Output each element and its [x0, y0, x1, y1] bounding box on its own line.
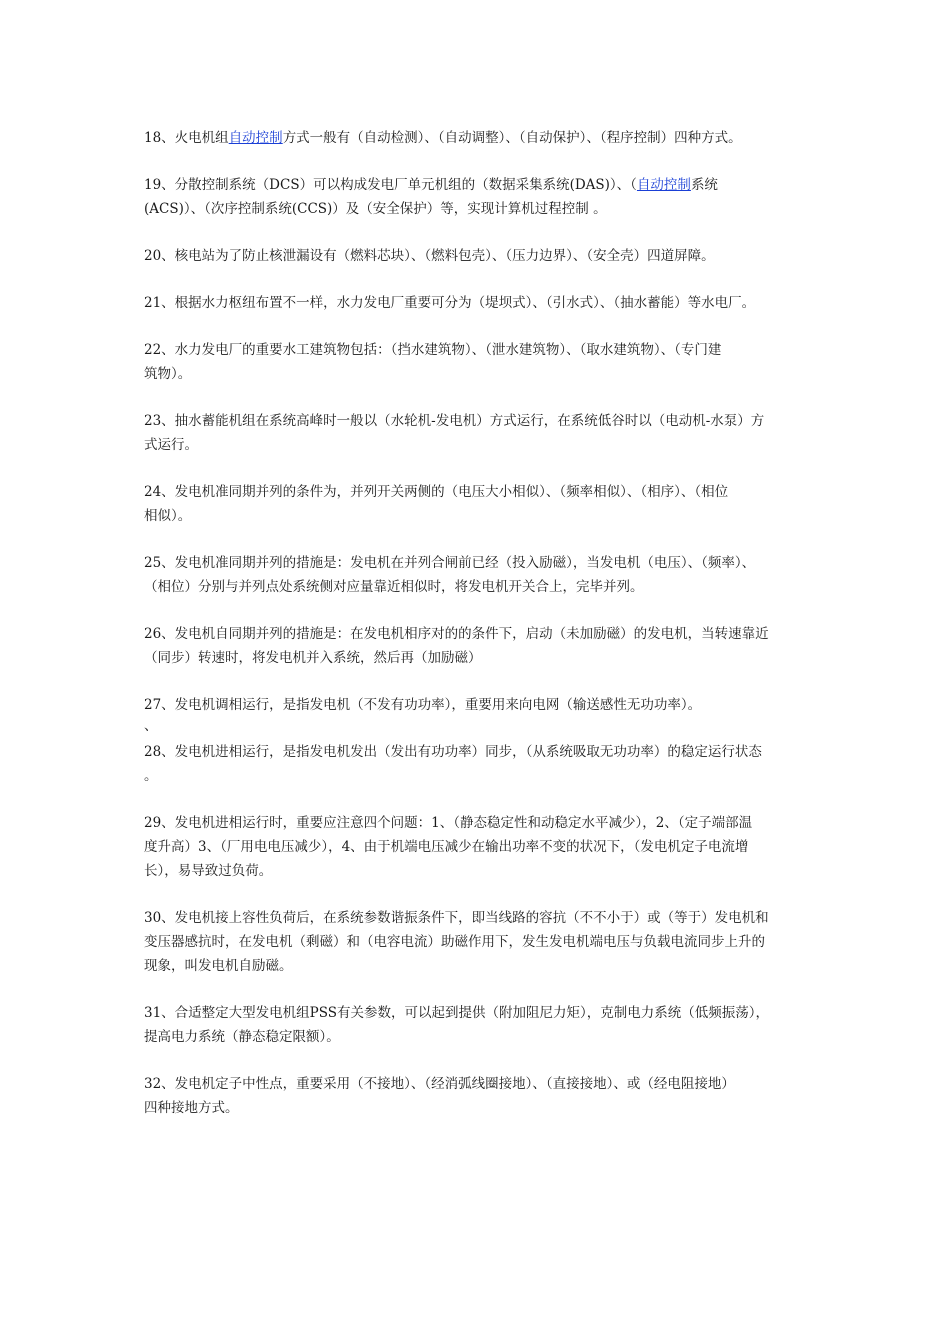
question-paragraph: [144, 291, 816, 315]
paragraph-line: [144, 244, 816, 268]
paragraph-line: [144, 197, 816, 221]
text-run: 23、抽水蓄能机组在系统高峰时一般以（水轮机-发电机）方式运行，在系统低谷时以（电动机-水泵）方: [144, 413, 765, 429]
text-run: 系统: [690, 177, 718, 193]
text-run: 18、火电机组: [144, 130, 229, 146]
question-paragraph: [144, 622, 816, 670]
paragraph-line: [144, 693, 816, 717]
text-run: 24、发电机准同期并列的条件为，并列开关两侧的（电压大小相似）、（频率相似）、（相序）、（相位: [144, 484, 729, 500]
question-paragraph: [144, 173, 816, 221]
paragraph-line: [144, 291, 816, 315]
text-run: 27、发电机调相运行，是指发电机（不发有功功率），重要用来向电网（输送感性无功功率）。: [144, 697, 702, 713]
text-run: （相位）分别与并列点处系统侧对应量靠近相似时，将发电机开关合上，完毕并列。: [144, 579, 644, 595]
paragraph-line: [144, 1072, 816, 1096]
text-run: 。: [144, 768, 158, 784]
text-run: 长），易导致过负荷。: [144, 863, 273, 879]
question-paragraph: [144, 693, 816, 717]
text-run: 28、发电机进相运行，是指发电机发出（发出有功功率）同步，（从系统吸取无功功率）的稳定运行状态: [144, 744, 762, 760]
text-run: 29、发电机进相运行时，重要应注意四个问题：1、（静态稳定性和动稳定水平减少），2、（定子端部温: [144, 815, 753, 831]
paragraph-line: [144, 409, 816, 433]
keyword-link[interactable]: 自动控制: [636, 177, 691, 193]
question-paragraph: [144, 906, 816, 978]
paragraph-line: [144, 551, 816, 575]
text-run: 21、根据水力枢纽布置不一样，水力发电厂重要可分为（堤坝式）、（引水式）、（抽水蓄能）等水电厂。: [144, 295, 756, 311]
text-run: （同步）转速时，将发电机并入系统，然后再（加励磁）: [144, 650, 482, 666]
question-paragraph: [144, 338, 816, 386]
question-paragraph: [144, 480, 816, 528]
keyword-link[interactable]: 自动控制: [228, 130, 283, 146]
text-run: 30、发电机接上容性负荷后，在系统参数谐振条件下，即当线路的容抗（不不小于）或（等于）发电机和: [144, 910, 769, 926]
question-paragraph: [144, 409, 816, 457]
paragraph-line: [144, 740, 816, 764]
question-paragraph: [144, 126, 816, 150]
text-run: 四种接地方式。: [144, 1100, 239, 1116]
paragraph-line: [144, 1001, 816, 1025]
paragraph-line: [144, 954, 816, 978]
text-run: 31、合适整定大型发电机组PSS有关参数，可以起到提供（附加阻尼力矩），克制电力系统（低频振荡），: [144, 1005, 770, 1021]
stray-mark: 、: [144, 718, 158, 734]
text-run: 26、发电机自同期并列的措施是：在发电机相序对的的条件下，启动（未加励磁）的发电机，当转速靠近: [144, 626, 769, 642]
paragraph-line: [144, 126, 816, 150]
paragraph-line: [144, 1096, 816, 1120]
paragraph-line: [144, 646, 816, 670]
text-run: 22、水力发电厂的重要水工建筑物包括：（挡水建筑物）、（泄水建筑物）、（取水建筑物）、（专门建: [144, 342, 722, 358]
paragraph-line: [144, 859, 816, 883]
question-paragraph: [144, 551, 816, 599]
paragraph-line: [144, 930, 816, 954]
text-run: 现象，叫发电机自励磁。: [144, 958, 293, 974]
paragraph-line: [144, 433, 816, 457]
question-paragraph: [144, 1072, 816, 1120]
paragraph-line: [144, 575, 816, 599]
text-run: 方式一般有（自动检测）、（自动调整）、（自动保护）、（程序控制）四种方式。: [282, 130, 742, 146]
question-paragraph: [144, 811, 816, 883]
paragraph-line: [144, 1025, 816, 1049]
paragraph-line: [144, 811, 816, 835]
text-run: 相似）。: [144, 508, 192, 524]
text-run: 提高电力系统（静态稳定限额）。: [144, 1029, 340, 1045]
text-run: 19、分散控制系统（DCS）可以构成发电厂单元机组的（数据采集系统(DAS)）、（: [144, 177, 637, 193]
paragraph-line: [144, 173, 816, 197]
paragraph-line: [144, 338, 816, 362]
text-run: 筑物）。: [144, 366, 192, 382]
text-run: 25、发电机准同期并列的措施是：发电机在并列合闸前已经（投入励磁），当发电机（电压）、（频率）、: [144, 555, 756, 571]
paragraph-line: [144, 835, 816, 859]
paragraph-line: [144, 504, 816, 528]
question-paragraph: [144, 244, 816, 268]
paragraph-line: [144, 362, 816, 386]
document-body: [144, 126, 816, 1143]
text-run: (ACS)）、（次序控制系统(CCS)）及（安全保护）等，实现计算机过程控制 。: [144, 201, 607, 217]
paragraph-line: [144, 622, 816, 646]
paragraph-line: [144, 480, 816, 504]
text-run: 32、发电机定子中性点，重要采用（不接地）、（经消弧线圈接地）、（直接接地）、或（经电阻接地）: [144, 1076, 735, 1092]
question-paragraph: [144, 1001, 816, 1049]
paragraph-line: [144, 906, 816, 930]
question-paragraph: [144, 740, 816, 788]
paragraph-line: [144, 764, 816, 788]
text-run: 20、核电站为了防止核泄漏设有（燃料芯块）、（燃料包壳）、（压力边界）、（安全壳）四道屏障。: [144, 248, 715, 264]
text-run: 式运行。: [144, 437, 198, 453]
text-run: 变压器感抗时，在发电机（剩磁）和（电容电流）助磁作用下，发生发电机端电压与负载电流同步上升的: [144, 934, 765, 950]
text-run: 度升高）3、（厂用电电压减少），4、由于机端电压减少在输出功率不变的状况下，（发电机定子电流增: [144, 839, 749, 855]
